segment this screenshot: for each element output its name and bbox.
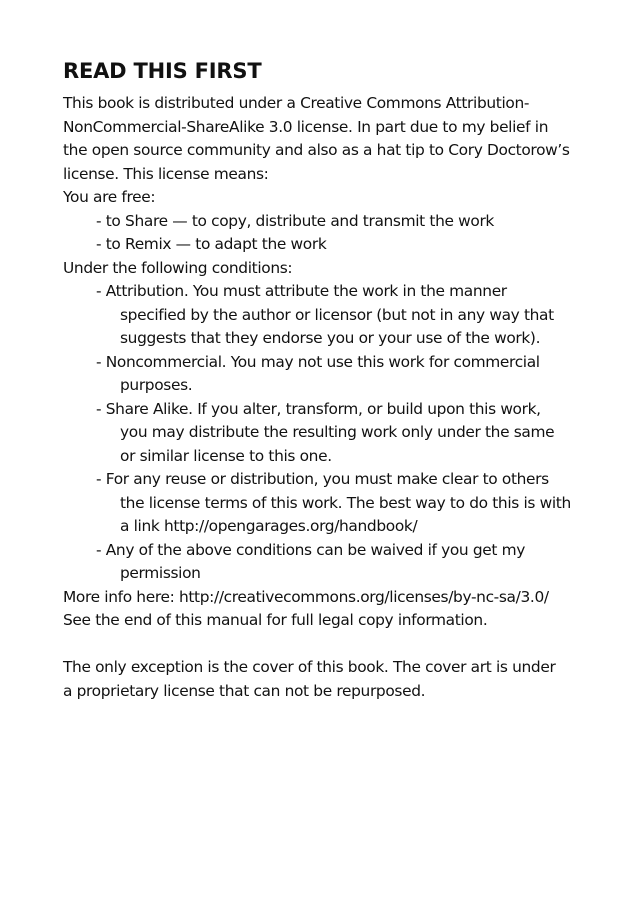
freedom-item-share: - to Share — to copy, distribute and transmit the work bbox=[96, 211, 494, 230]
condition-reuse bbox=[63, 468, 623, 539]
freedoms-list bbox=[63, 210, 623, 257]
intro-paragraph bbox=[63, 92, 623, 186]
freedom-item-remix: - to Remix — to adapt the work bbox=[96, 235, 327, 253]
exception-line: The only exception is the cover of this book. The cover art is under bbox=[63, 658, 556, 676]
intro-line: the open source community and also as a hat tip to Cory Doctorow’s bbox=[63, 141, 570, 159]
condition-cont-line: purposes. bbox=[120, 376, 193, 394]
condition-attribution bbox=[63, 280, 623, 351]
condition-cont-line: specified by the author or licensor (but not in any way that bbox=[120, 305, 554, 324]
condition-cont-line: a link http://opengarages.org/handbook/ bbox=[120, 517, 418, 535]
condition-first-line: - For any reuse or distribution, you must make clear to others bbox=[96, 470, 549, 488]
condition-first-line: - Share Alike. If you alter, transform, or build upon this work, bbox=[96, 399, 541, 418]
condition-cont-line: suggests that they endorse you or your use of the work). bbox=[120, 329, 541, 347]
condition-cont-line: the license terms of this work. The best way to do this is with bbox=[120, 493, 571, 512]
intro-line: license. This license means: bbox=[63, 164, 269, 183]
intro-line: This book is distributed under a Creative Commons Attribution- bbox=[63, 94, 530, 112]
more-info-line: More info here: http://creativecommons.org/licenses/by-nc-sa/3.0/ bbox=[63, 587, 549, 606]
license-page bbox=[63, 56, 623, 703]
exception-paragraph bbox=[63, 656, 623, 703]
conditions-list bbox=[63, 280, 623, 586]
condition-cont-line: you may distribute the resulting work only under the same bbox=[120, 423, 555, 441]
paragraph-gap bbox=[63, 633, 623, 657]
condition-first-line: - Any of the above conditions can be waived if you get my bbox=[96, 540, 526, 559]
condition-waiver bbox=[63, 539, 623, 586]
intro-line: NonCommercial-ShareAlike 3.0 license. In part due to my belief in bbox=[63, 117, 549, 136]
exception-line: a proprietary license that can not be repurposed. bbox=[63, 681, 426, 700]
see-end-line: See the end of this manual for full legal copy information. bbox=[63, 611, 488, 629]
page-title: READ THIS FIRST bbox=[63, 59, 262, 83]
condition-cont-line: permission bbox=[120, 564, 201, 582]
condition-first-line: - Attribution. You must attribute the work in the manner bbox=[96, 282, 507, 300]
condition-first-line: - Noncommercial. You may not use this work for commercial bbox=[96, 352, 540, 371]
conditions-label: Under the following conditions: bbox=[63, 258, 293, 277]
condition-cont-line: or similar license to this one. bbox=[120, 446, 332, 465]
free-label: You are free: bbox=[63, 188, 156, 206]
condition-share-alike bbox=[63, 398, 623, 469]
condition-noncommercial bbox=[63, 351, 623, 398]
